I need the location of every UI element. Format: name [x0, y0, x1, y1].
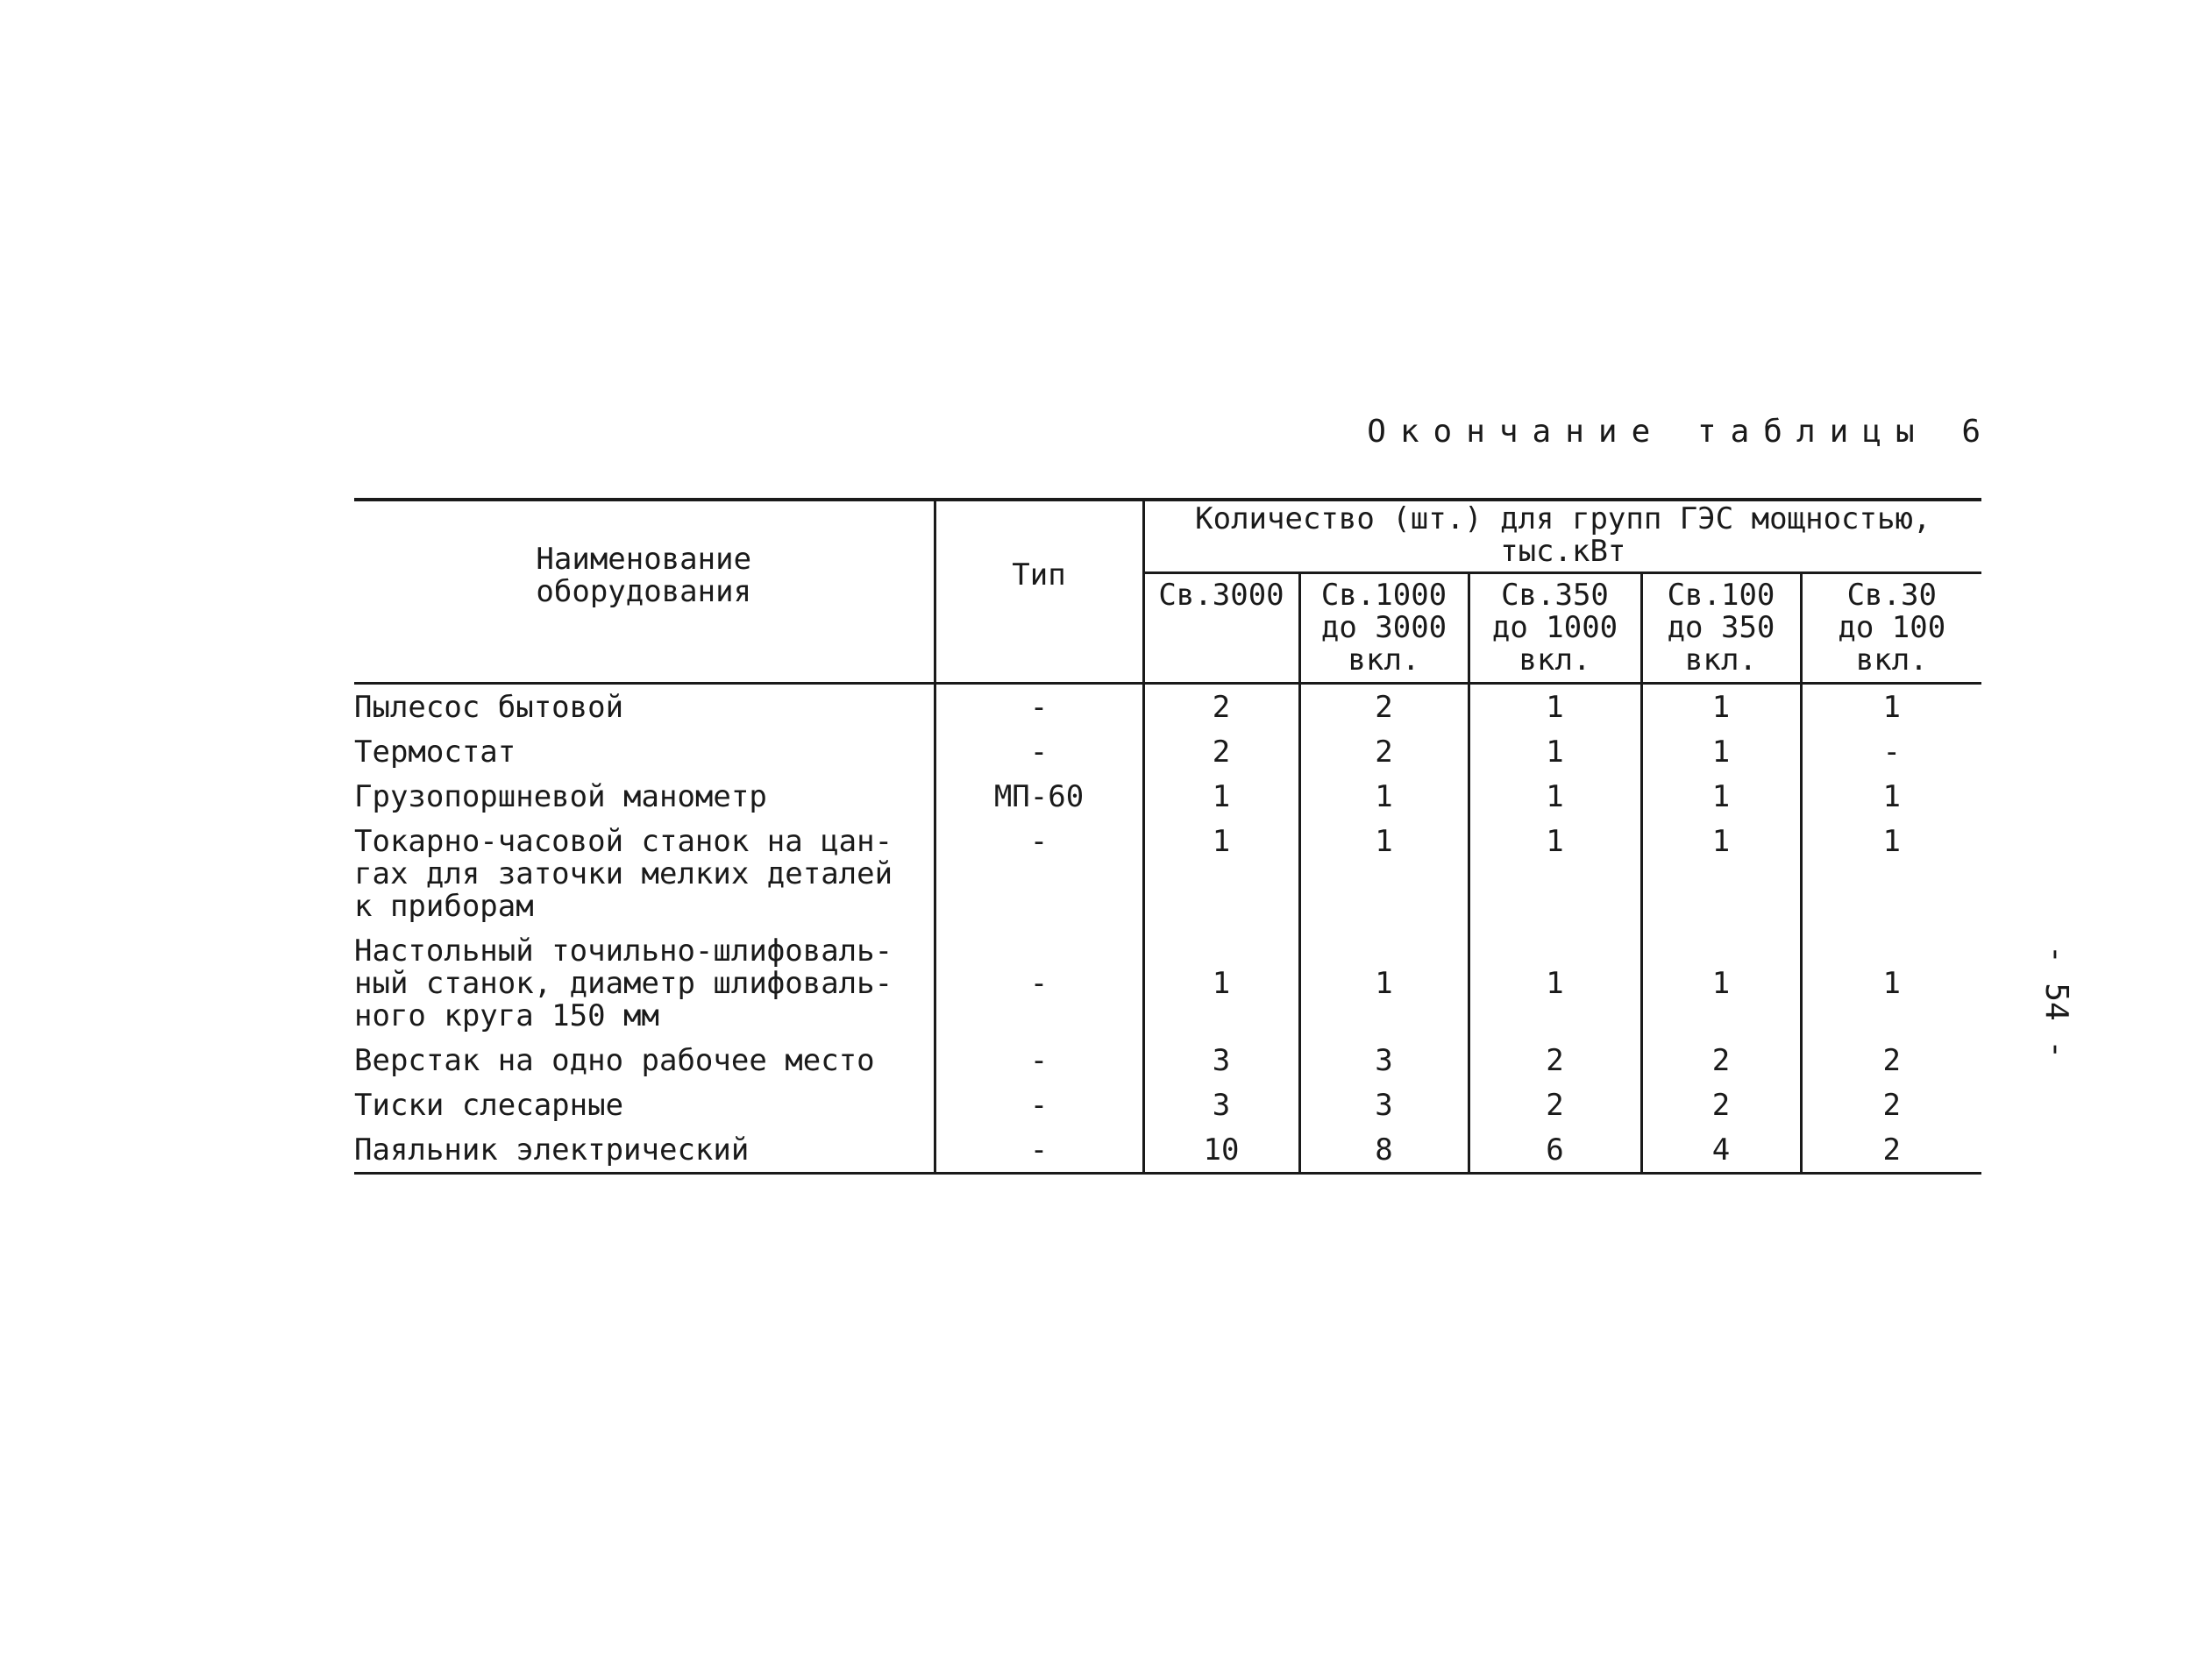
table-row: [354, 1127, 1981, 1174]
equipment-type: -: [935, 928, 1143, 1038]
equipment-table: [354, 498, 1981, 1175]
quantity-cell: 1: [1801, 928, 1981, 1038]
quantity-cell: 2: [1801, 1038, 1981, 1083]
quantity-cell: 1: [1641, 774, 1801, 819]
quantity-cell: 1: [1469, 928, 1641, 1038]
quantity-cell: 1: [1801, 684, 1981, 730]
quantity-cell: 1: [1641, 819, 1801, 928]
quantity-cell: 10: [1143, 1127, 1299, 1174]
quantity-cell: 4: [1641, 1127, 1801, 1174]
quantity-cell: 1: [1469, 819, 1641, 928]
quantity-cell: 2: [1469, 1083, 1641, 1127]
quantity-cell: 1: [1299, 819, 1469, 928]
header-group-1: Св.3000: [1143, 573, 1299, 684]
table-row: [354, 729, 1981, 774]
table-row: [354, 684, 1981, 730]
equipment-type: -: [935, 1038, 1143, 1083]
table-row: [354, 774, 1981, 819]
header-group-2: Св.1000 до 3000 вкл.: [1299, 573, 1469, 684]
equipment-name: Грузопоршневой манометр: [354, 779, 767, 814]
quantity-cell: 2: [1641, 1083, 1801, 1127]
equipment-name: Пылесос бытовой: [354, 690, 624, 725]
table-row: [354, 1083, 1981, 1127]
quantity-cell: 3: [1143, 1038, 1299, 1083]
quantity-cell: 1: [1299, 774, 1469, 819]
header-equipment-name: Наименование оборудования: [354, 500, 935, 684]
equipment-name: Паяльник электрический: [354, 1132, 750, 1168]
quantity-cell: 1: [1469, 729, 1641, 774]
equipment-type: -: [935, 819, 1143, 928]
quantity-cell: 2: [1641, 1038, 1801, 1083]
quantity-cell: 2: [1143, 684, 1299, 730]
equipment-type: -: [935, 684, 1143, 730]
header-group-4: Св.100 до 350 вкл.: [1641, 573, 1801, 684]
table-row: [354, 819, 1981, 928]
quantity-cell: 2: [1801, 1083, 1981, 1127]
header-group-3: Св.350 до 1000 вкл.: [1469, 573, 1641, 684]
quantity-cell: 1: [1469, 684, 1641, 730]
equipment-name: Верстак на одно рабочее место: [354, 1043, 875, 1078]
equipment-name: Токарно-часовой станок на цан- гах для заточки мелких деталей к приборам: [354, 824, 893, 924]
equipment-name: Тиски слесарные: [354, 1088, 624, 1123]
equipment-name: Термостат: [354, 735, 516, 770]
quantity-cell: 1: [1143, 819, 1299, 928]
equipment-name: Настольный точильно-шлифоваль- ный станок, диаметр шлифоваль- ного круга 150 мм: [354, 933, 893, 1033]
quantity-cell: 1: [1469, 774, 1641, 819]
quantity-cell: -: [1801, 729, 1981, 774]
equipment-type: -: [935, 1083, 1143, 1127]
quantity-cell: 2: [1143, 729, 1299, 774]
quantity-cell: 3: [1143, 1083, 1299, 1127]
quantity-cell: 1: [1641, 928, 1801, 1038]
quantity-cell: 2: [1469, 1038, 1641, 1083]
quantity-cell: 2: [1299, 729, 1469, 774]
table-row: [354, 1038, 1981, 1083]
quantity-cell: 1: [1641, 684, 1801, 730]
quantity-cell: 1: [1641, 729, 1801, 774]
table-caption: Окончание таблицы 6: [1367, 414, 1995, 450]
quantity-cell: 1: [1143, 774, 1299, 819]
page-number: - 54 -: [2038, 945, 2074, 1060]
header-type: Тип: [935, 500, 1143, 684]
header-quantity-group: Количество (шт.) для групп ГЭС мощностью, тыс.кВт: [1143, 500, 1981, 573]
quantity-cell: 8: [1299, 1127, 1469, 1174]
quantity-cell: 1: [1801, 819, 1981, 928]
equipment-type: -: [935, 1127, 1143, 1174]
equipment-type: -: [935, 729, 1143, 774]
header-group-5: Св.30 до 100 вкл.: [1801, 573, 1981, 684]
quantity-cell: 1: [1801, 774, 1981, 819]
quantity-cell: 2: [1801, 1127, 1981, 1174]
quantity-cell: 2: [1299, 684, 1469, 730]
quantity-cell: 1: [1299, 928, 1469, 1038]
table-row: [354, 928, 1981, 1038]
equipment-type: МП-60: [935, 774, 1143, 819]
quantity-cell: 6: [1469, 1127, 1641, 1174]
quantity-cell: 3: [1299, 1038, 1469, 1083]
quantity-cell: 1: [1143, 928, 1299, 1038]
quantity-cell: 3: [1299, 1083, 1469, 1127]
